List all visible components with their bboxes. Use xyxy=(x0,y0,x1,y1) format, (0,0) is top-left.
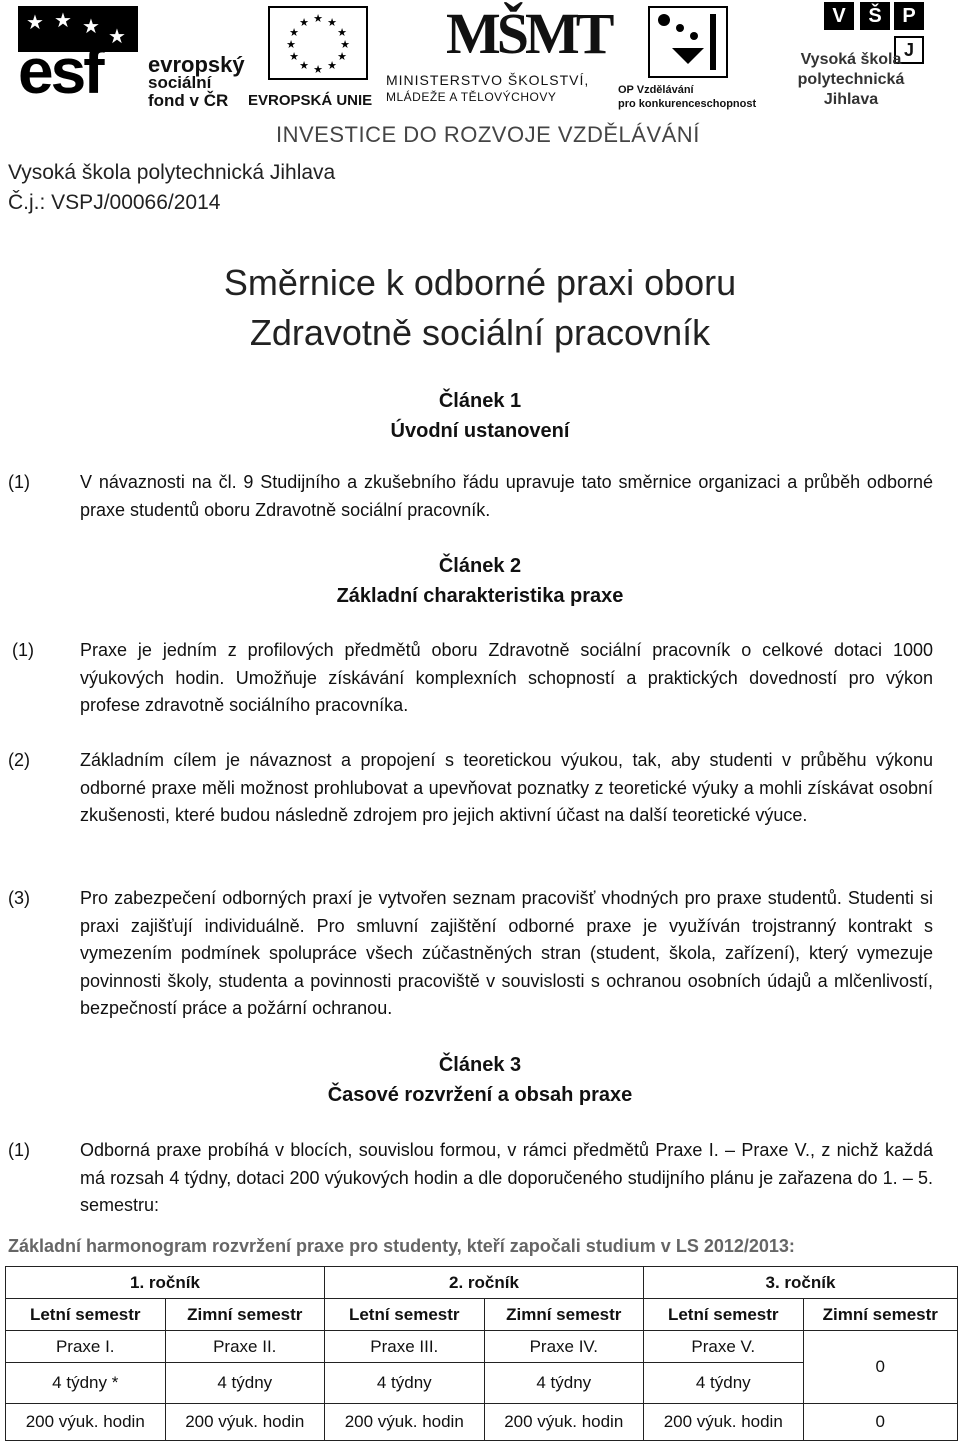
weeks-cell: 4 týdny xyxy=(165,1363,325,1404)
op-line2: pro konkurenceschopnost xyxy=(618,98,757,110)
subject-cell: Praxe I. xyxy=(6,1331,166,1363)
op-emblem-icon xyxy=(648,6,728,78)
schedule-caption: Základní harmonogram rozvržení praxe pro studenty, kteří započali studium v LS 2012/2013: xyxy=(8,1236,795,1256)
svg-text:★: ★ xyxy=(327,16,337,29)
article-2-para-3: Pro zabezpečení odborných praxí je vytvořen seznam pracovišť vhodných pro praxe studentů. Studenti si praxi zajišťují individuálně. Pro smluvní zajištění odborné praxe je využíván trojstranný kontrakt s vymezením podmínek spolupráce všech zúčastněných stran (student, škola, zařízení), který vymezuje povinnosti školy, studenta a povinnosti pracoviště v souvislosti s ochranou osobních údajů a mlčenlivostí, bezpečností práce a požární ochranou. xyxy=(80,888,933,1018)
article-2-para-1-num: (1) xyxy=(12,640,34,660)
svg-text:★: ★ xyxy=(313,12,323,25)
weeks-cell: 4 týdny * xyxy=(6,1363,166,1404)
subject-cell: Praxe IV. xyxy=(484,1331,644,1363)
esf-mark: esf xyxy=(18,35,102,107)
article-1-para-1: V návaznosti na čl. 9 Studijního a zkušebního řádu upravuje tato směrnice organizaci a průběh odborné praxe studentů oboru Zdravotně sociální pracovník. xyxy=(80,472,933,520)
vsp-letter-v: V xyxy=(824,2,854,30)
esf-line3: fond v ČR xyxy=(148,91,229,110)
semester-cell: Letní semestr xyxy=(325,1299,485,1331)
article-3-heading: Časové rozvržení a obsah praxe xyxy=(327,1084,633,1106)
eu-caption: EVROPSKÁ UNIE xyxy=(248,92,373,109)
op-line1: OP Vzdělávání xyxy=(618,84,694,96)
semester-cell: Letní semestr xyxy=(644,1299,804,1331)
article-2-para-2-num: (2) xyxy=(8,750,30,770)
svg-text:★: ★ xyxy=(286,38,296,51)
svg-text:★: ★ xyxy=(337,26,347,39)
hours-cell: 200 výuk. hodin xyxy=(325,1404,485,1441)
weeks-cell: 4 týdny xyxy=(484,1363,644,1404)
svg-text:★: ★ xyxy=(299,16,309,29)
svg-text:★: ★ xyxy=(313,63,323,76)
eu-flag-icon xyxy=(268,6,368,80)
document-title-line2: Zdravotně sociální pracovník xyxy=(249,312,711,353)
svg-text:★: ★ xyxy=(337,50,347,63)
msmt-line1: MINISTERSTVO ŠKOLSTVÍ, xyxy=(386,72,590,88)
last-semester-zero-cell: 0 xyxy=(803,1331,958,1404)
eu-logo xyxy=(248,6,380,110)
esf-stars-icon: ★ ★ ★ ★ xyxy=(18,6,138,52)
institution-name: Vysoká škola polytechnická Jihlava xyxy=(8,161,336,184)
vsp-letter-p: P xyxy=(894,2,924,30)
article-2-number: Článek 2 xyxy=(438,555,522,577)
table-row-semesters xyxy=(6,1299,958,1331)
article-2-para-1: Praxe je jedním z profilových předmětů oboru Zdravotně sociální pracovník o celkové dotaci 1000 výukových hodin. Umožňuje získávání komplexních schopností a praktických dovedností pro výkon profese zdravotně sociálního pracovníka. xyxy=(80,640,933,715)
weeks-cell: 4 týdny xyxy=(644,1363,804,1404)
investment-banner: INVESTICE DO ROZVOJE VZDĚLÁVÁNÍ xyxy=(276,122,700,147)
hours-cell: 200 výuk. hodin xyxy=(6,1404,166,1441)
weeks-cell: 4 týdny xyxy=(325,1363,485,1404)
reference-number: Č.j.: VSPJ/00066/2014 xyxy=(8,191,221,214)
table-row-hours xyxy=(6,1404,958,1441)
vsp-line1: Vysoká škola xyxy=(800,51,902,68)
article-1-heading: Úvodní ustanovení xyxy=(390,420,570,442)
msmt-line2: MLÁDEŽE A TĚLOVÝCHOVY xyxy=(386,90,557,104)
year-3-cell: 3. ročník xyxy=(644,1267,958,1299)
svg-text:★: ★ xyxy=(340,38,350,51)
vsp-letter-j: J xyxy=(894,36,924,64)
op-logo xyxy=(618,6,768,110)
svg-text:★: ★ xyxy=(289,50,299,63)
vsp-line2: polytechnická xyxy=(797,71,905,88)
esf-logo xyxy=(18,6,245,110)
article-3-para-1-num: (1) xyxy=(8,1140,30,1160)
header-logos xyxy=(0,0,960,150)
subject-cell: Praxe V. xyxy=(644,1331,804,1363)
svg-text:★: ★ xyxy=(289,26,299,39)
table-row-years xyxy=(6,1267,958,1299)
document-title-line1: Směrnice k odborné praxi oboru xyxy=(223,262,737,303)
article-3-number: Článek 3 xyxy=(438,1054,522,1076)
vsp-logo xyxy=(776,0,956,112)
semester-cell: Letní semestr xyxy=(6,1299,166,1331)
article-3-para-1: Odborná praxe probíhá v blocích, souvislou formou, v rámci předmětů Praxe I. – Praxe V., z nichž každá má rozsah 4 týdny, dotaci 200 výukových hodin a dle doporučeného studijního plánu je zařazena do 1. – 5. semestru: xyxy=(80,1140,933,1215)
schedule-table xyxy=(5,1266,958,1441)
hours-cell: 200 výuk. hodin xyxy=(484,1404,644,1441)
esf-line1: evropský xyxy=(148,52,245,77)
hours-cell: 200 výuk. hodin xyxy=(644,1404,804,1441)
article-2-heading: Základní charakteristika praxe xyxy=(336,585,624,607)
article-1-number: Článek 1 xyxy=(438,390,522,412)
semester-cell: Zimní semestr xyxy=(165,1299,325,1331)
table-row-subjects xyxy=(6,1331,958,1363)
vsp-line3: Jihlava xyxy=(823,91,879,108)
article-1-para-1-num: (1) xyxy=(8,472,30,492)
msmt-mark: MŠMT xyxy=(446,1,611,66)
semester-cell: Zimní semestr xyxy=(803,1299,958,1331)
svg-text:★: ★ xyxy=(327,59,337,72)
year-2-cell: 2. ročník xyxy=(325,1267,644,1299)
article-2-para-3-num: (3) xyxy=(8,888,30,908)
msmt-logo xyxy=(386,0,616,110)
subject-cell: Praxe II. xyxy=(165,1331,325,1363)
vsp-letter-s: Š xyxy=(860,2,890,30)
esf-line2: sociální xyxy=(148,73,212,92)
subject-cell: Praxe III. xyxy=(325,1331,485,1363)
hours-cell: 200 výuk. hodin xyxy=(165,1404,325,1441)
institution-block xyxy=(8,158,335,218)
semester-cell: Zimní semestr xyxy=(484,1299,644,1331)
year-1-cell: 1. ročník xyxy=(6,1267,325,1299)
article-2-para-2: Základním cílem je návaznost a propojení s teoretickou výukou, tak, aby studenti v průběhu výkonu odborné praxe měli možnost prohlubovat a upevňovat poznatky z teoretické výuky a mohli získávat osobní zkušenosti, které budou následně zdrojem pro jejich aktivní účast na další teoretické výuce. xyxy=(80,750,933,825)
hours-cell: 0 xyxy=(803,1404,958,1441)
svg-text:★: ★ xyxy=(299,59,309,72)
